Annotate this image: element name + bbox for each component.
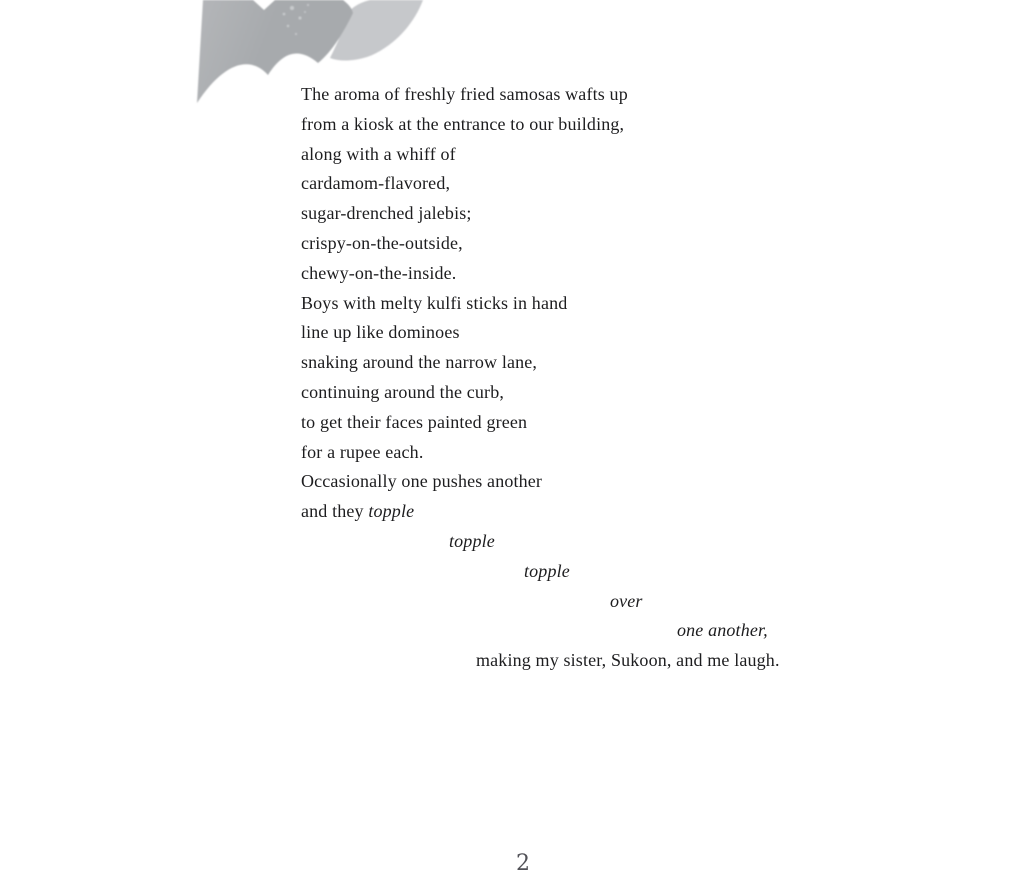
poem-word-italic: one another, — [677, 620, 768, 641]
poem-line — [301, 378, 780, 408]
poem-line — [677, 616, 780, 646]
poem — [301, 80, 780, 676]
poem-line — [610, 587, 780, 617]
poem-text: to get their faces painted green — [301, 411, 528, 432]
poem-text: from a kiosk at the entrance to our building, — [301, 113, 625, 134]
page-number: 2 — [516, 851, 530, 876]
poem-text: for a rupee each. — [301, 441, 424, 462]
poem-line — [301, 140, 780, 170]
poem-line — [449, 527, 780, 557]
poem-line — [301, 438, 780, 468]
poem-text: line up like dominoes — [301, 322, 460, 343]
poem-word-italic: topple — [449, 530, 495, 551]
poem-word-italic: topple — [524, 560, 570, 581]
poem-text: continuing around the curb, — [301, 381, 504, 402]
poem-text: snaking around the narrow lane, — [301, 352, 538, 373]
poem-text: making my sister, Sukoon, and me laugh. — [476, 650, 780, 671]
poem-line — [476, 646, 780, 676]
poem-line — [301, 199, 780, 229]
poem-word-italic: over — [610, 590, 643, 611]
poem-line — [301, 169, 780, 199]
poem-text: along with a whiff of — [301, 143, 456, 164]
poem-text: cardamom-flavored, — [301, 173, 451, 194]
poem-line — [301, 408, 780, 438]
poem-word-italic: topple — [368, 501, 415, 522]
poem-line — [301, 348, 780, 378]
poem-text: crispy-on-the-outside, — [301, 232, 463, 253]
poem-line — [301, 110, 780, 140]
poem-line — [301, 259, 780, 289]
poem-text: and they — [301, 501, 369, 522]
poem-text: sugar-drenched jalebis; — [301, 203, 472, 224]
poem-text: chewy-on-the-inside. — [301, 262, 457, 283]
poem-line — [301, 80, 780, 110]
poem-text: Boys with melty kulfi sticks in hand — [301, 292, 568, 313]
poem-text: The aroma of freshly fried samosas wafts up — [301, 84, 628, 104]
poem-line — [301, 497, 780, 527]
poem-text: Occasionally one pushes another — [301, 471, 543, 492]
poem-line — [301, 467, 780, 497]
poem-line — [524, 557, 780, 587]
poem-line — [301, 289, 780, 319]
poem-line — [301, 318, 780, 348]
poem-line — [301, 229, 780, 259]
